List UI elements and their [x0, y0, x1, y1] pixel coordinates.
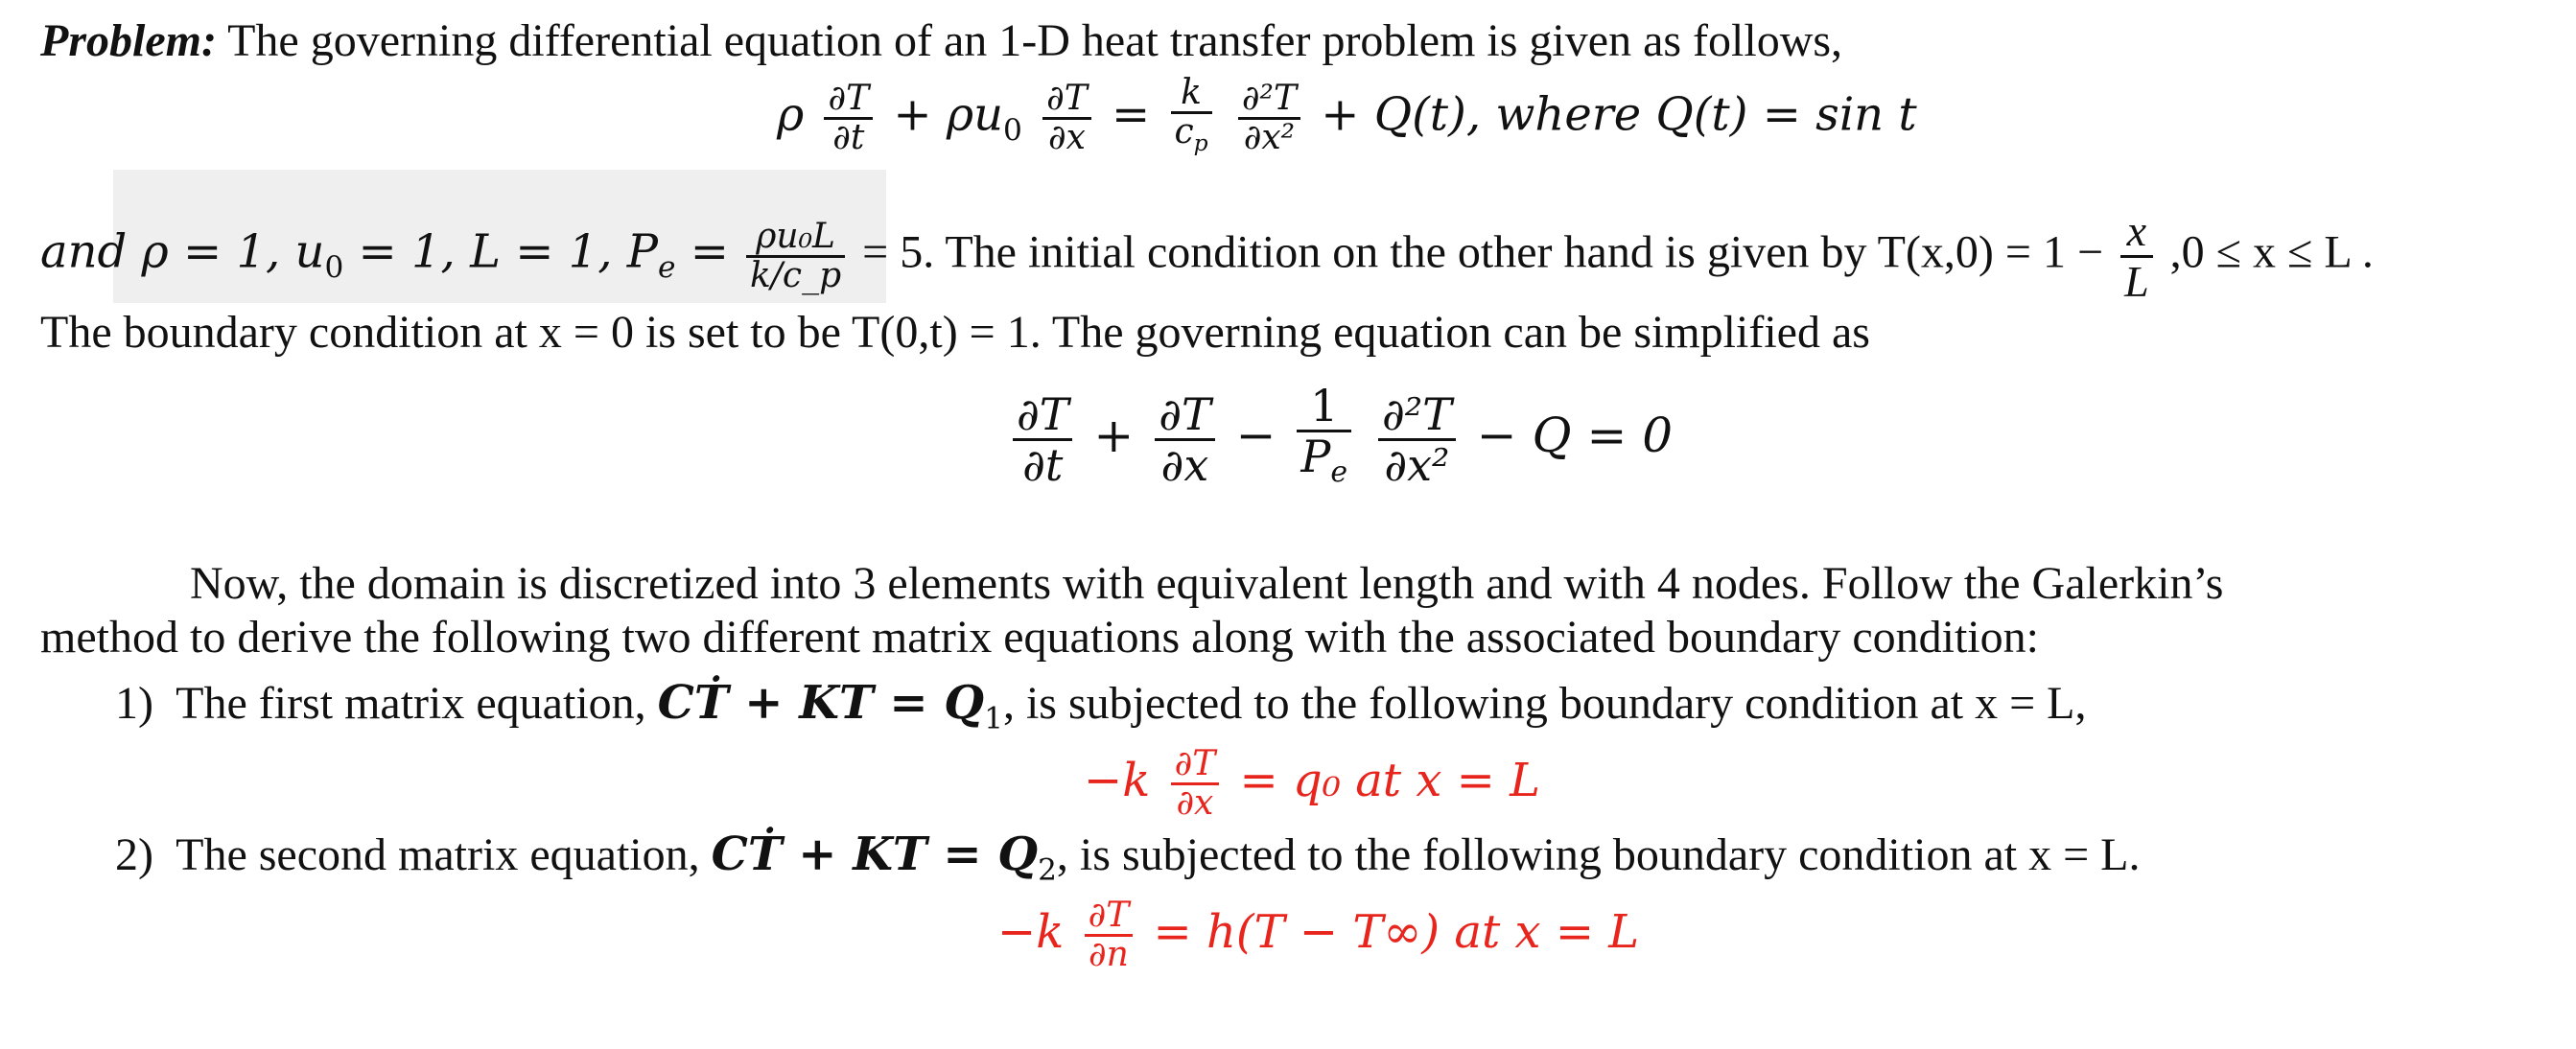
x-over-L-fraction	[2120, 207, 2153, 306]
frac-den: ∂t	[832, 117, 865, 157]
simplified-equation	[1007, 382, 1673, 497]
frac-den: ∂x	[1160, 438, 1209, 491]
d2T-dx2-fraction	[1238, 78, 1300, 157]
cp-symbol: c	[1174, 112, 1194, 152]
q-subscript: 2	[1038, 852, 1057, 888]
domain-range: ,0 ≤ x ≤ L .	[2169, 226, 2374, 278]
frac-num: x	[2120, 207, 2153, 258]
q-subscript: 1	[984, 701, 1003, 736]
equals-sign: =	[675, 224, 729, 279]
frac-num: ∂T	[1013, 390, 1072, 441]
plus-rho-u: + ρu	[893, 87, 1003, 142]
equals-sign: =	[1112, 87, 1151, 142]
matrix-equation: CṪ + KT = Q	[711, 828, 1039, 881]
frac-den	[1297, 432, 1351, 497]
governing-equation	[777, 75, 1917, 161]
paragraph-line-1: Now, the domain is discretized into 3 elements with equivalent length and with 4 nodes. Follow the Galerkin’s	[190, 558, 2224, 609]
dT-dx-fraction	[1042, 78, 1091, 157]
cp-subscript: p	[1193, 129, 1208, 157]
one-over-pe-fraction	[1297, 382, 1351, 497]
rho-symbol: ρ	[777, 87, 805, 142]
pe-subscript: e	[658, 250, 676, 286]
frac-num: ∂T	[1155, 390, 1214, 441]
boundary-condition-text: The boundary condition at x = 0 is set to be T(0,t) = 1. The governing equation can be simplified as	[40, 307, 1870, 358]
pe-symbol: P	[1300, 431, 1331, 482]
source-term: + Q(t), where Q(t) = sin t	[1321, 87, 1917, 142]
frac-num: k	[1171, 75, 1212, 114]
params-mid: = 1, L = 1, P	[343, 224, 659, 279]
frac-den: L	[2124, 257, 2149, 306]
problem-text: The governing differential equation of an 1-D heat transfer problem is given as follows,	[227, 15, 1843, 66]
params-start: and ρ = 1, u	[40, 224, 325, 279]
list-item-1	[115, 675, 2087, 747]
frac-num: ∂²T	[1378, 390, 1456, 441]
frac-num: 1	[1297, 382, 1351, 432]
item-text-post: , is subjected to the following boundary condition at x = L.	[1056, 829, 2141, 880]
frac-num: ∂²T	[1238, 81, 1300, 120]
paragraph-line-2: method to derive the following two different matrix equations along with the associated boundary condition:	[40, 612, 2039, 663]
dT-dx-fraction	[1171, 746, 1220, 822]
problem-statement	[40, 13, 1842, 69]
peclet-fraction	[746, 219, 845, 294]
matrix-equation: CṪ + KT = Q	[657, 676, 985, 730]
initial-condition-text: = 5. The initial condition on the other hand is given by T(x,0) = 1 −	[862, 226, 2104, 278]
dT-dt-fraction	[1013, 387, 1072, 491]
frac-den: ∂x²	[1243, 117, 1296, 157]
parameters-line	[40, 207, 2374, 306]
frac-den: ∂x²	[1384, 438, 1450, 491]
bc2-rhs: = h(T − T∞) at x = L	[1153, 905, 1640, 959]
dT-dn-fraction	[1085, 897, 1134, 973]
item-number: 2)	[115, 829, 153, 880]
d2T-dx2-fraction	[1378, 387, 1456, 491]
frac-num: ∂T	[1085, 897, 1134, 937]
item-number: 1)	[115, 678, 153, 729]
frac-num: ∂T	[1042, 81, 1091, 120]
k-cp-fraction	[1171, 75, 1212, 161]
frac-den: ∂x	[1047, 117, 1086, 157]
u-subscript: 0	[324, 250, 344, 286]
item-text: The second matrix equation,	[176, 829, 700, 880]
frac-num: ρu₀L	[746, 219, 845, 258]
minus-sign: −	[1235, 408, 1276, 464]
frac-den: k/c_p	[749, 256, 842, 295]
u-subscript: 0	[1003, 113, 1022, 149]
boundary-condition-2	[997, 897, 1639, 973]
minus-k: −k	[997, 905, 1065, 959]
minus-k: −k	[1084, 754, 1151, 807]
frac-den: ∂n	[1088, 935, 1129, 974]
boundary-condition-1	[1084, 746, 1540, 822]
item-text: The first matrix equation,	[176, 678, 646, 729]
frac-num: ∂T	[1171, 746, 1220, 785]
item-text-post: , is subjected to the following boundary condition at x = L,	[1002, 678, 2087, 729]
frac-den: ∂x	[1176, 783, 1214, 823]
pe-subscript: e	[1330, 455, 1348, 490]
frac-den	[1171, 114, 1212, 161]
bc1-rhs: = q₀ at x = L	[1239, 754, 1541, 807]
problem-label: Problem:	[40, 15, 217, 66]
dT-dx-fraction	[1155, 387, 1214, 491]
list-item-2	[115, 827, 2140, 898]
dT-dt-fraction	[824, 78, 873, 157]
frac-num: ∂T	[824, 81, 873, 120]
source-term: − Q = 0	[1476, 408, 1674, 464]
plus-sign: +	[1093, 408, 1135, 464]
frac-den: ∂t	[1022, 438, 1064, 491]
